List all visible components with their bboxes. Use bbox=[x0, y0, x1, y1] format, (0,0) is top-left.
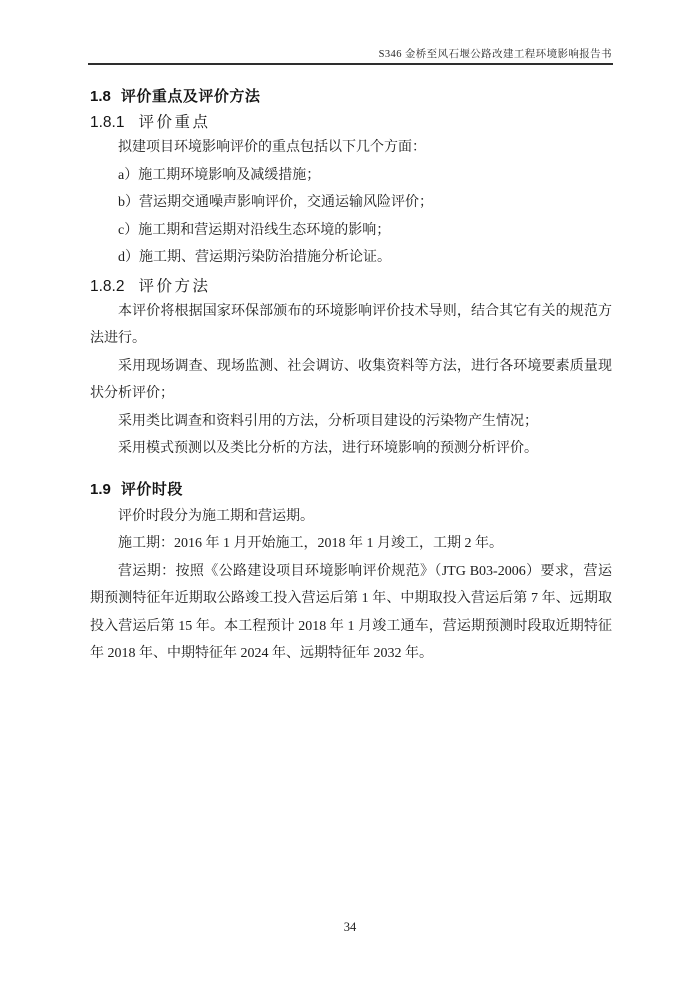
paragraph-period-overview: 评价时段分为施工期和营运期。 bbox=[118, 508, 314, 524]
paragraph-method-basis: 本评价将根据国家环保部颁布的环境影响评价技术导则，结合其它有关的规范方法进行。 bbox=[90, 303, 612, 346]
list-item-d: d）施工期、营运期污染防治措施分析论证。 bbox=[118, 250, 391, 265]
section-number: 1.8 bbox=[90, 88, 111, 105]
running-header-title: S346 金桥至风石堰公路改建工程环境影响报告书 bbox=[378, 49, 612, 60]
heading-1-8 bbox=[90, 88, 612, 106]
list-item-a: a）施工期环境影响及减缓措施； bbox=[118, 167, 321, 183]
list-item-b: b）营运期交通噪声影响评价，交通运输风险评价； bbox=[118, 195, 433, 210]
page-number: 34 bbox=[343, 920, 357, 934]
heading-1-9 bbox=[90, 481, 612, 499]
paragraph-method-prediction: 采用模式预测以及类比分析的方法，进行环境影响的预测分析评价。 bbox=[118, 441, 538, 456]
section-title: 评价时段 bbox=[120, 480, 183, 498]
list-item-c: c）施工期和营运期对沿线生态环境的影响； bbox=[118, 222, 391, 238]
running-header bbox=[88, 46, 612, 61]
header-rule bbox=[88, 63, 613, 65]
section-number: 1.8.1 bbox=[90, 114, 125, 131]
section-title: 评价方法 bbox=[138, 277, 211, 295]
section-title: 评价重点 bbox=[138, 114, 211, 131]
document-body bbox=[90, 88, 612, 668]
paragraph-method-analogy: 采用类比调查和资料引用的方法，分析项目建设的污染物产生情况； bbox=[118, 413, 538, 429]
section-number: 1.9 bbox=[90, 480, 111, 498]
subheading-1-8-2 bbox=[90, 278, 612, 296]
paragraph-evaluation-focus-intro: 拟建项目环境影响评价的重点包括以下几个方面： bbox=[118, 140, 426, 155]
section-title: 评价重点及评价方法 bbox=[120, 88, 261, 105]
paragraph-operation-period: 营运期：按照《公路建设项目环境影响评价规范》（JTG B03-2006）要求，营运期预测特征年近期取公路竣工投入营运后第 1 年、中期取投入营运后第 7 年、远期取投入营运后第 15 年。本工程预计 2018 年 1 月竣工通车，营运期预测时段取近期特征年 2018 年、中期特征年 2024 年、远期特征年 2032 年。 bbox=[90, 563, 612, 661]
subheading-1-8-1 bbox=[90, 114, 612, 132]
paragraph-method-survey: 采用现场调查、现场监测、社会调访、收集资料等方法，进行各环境要素质量现状分析评价； bbox=[90, 358, 612, 401]
section-number: 1.8.2 bbox=[90, 277, 125, 295]
paragraph-construction-period: 施工期：2016 年 1 月开始施工，2018 年 1 月竣工，工期 2 年。 bbox=[118, 536, 503, 551]
page-footer bbox=[0, 920, 700, 935]
